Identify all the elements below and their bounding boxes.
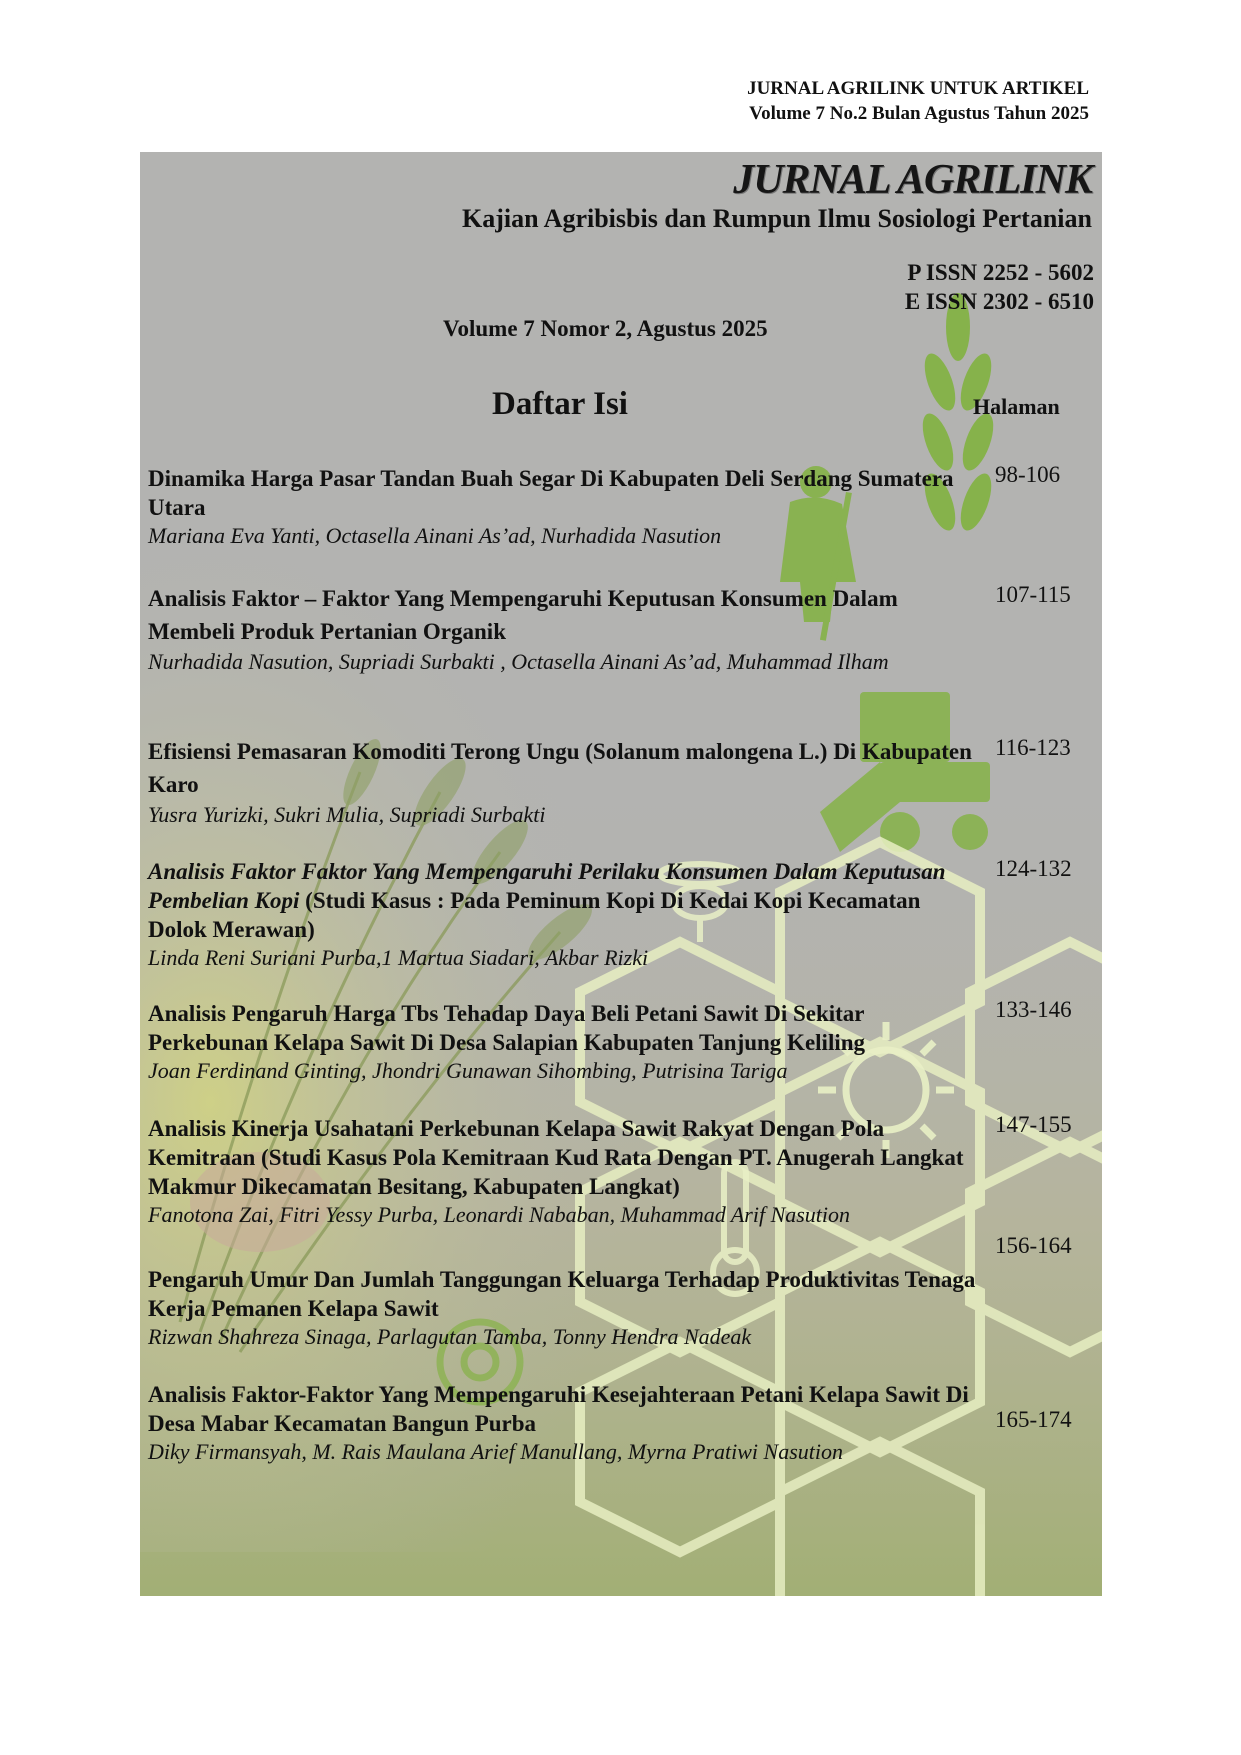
volume-line: Volume 7 Nomor 2, Agustus 2025 (443, 316, 768, 341)
toc-entry-pages: 147-155 (995, 1112, 1072, 1137)
toc-entry-title-italic: Analisis Faktor Faktor Yang Mempengaruhi Perilaku Konsumen Dalam Keputusan Pembelian Kopi (148, 859, 946, 913)
toc-entry[interactable] (148, 1114, 980, 1229)
toc-entry-authors: Nurhadida Nasution, Supriadi Surbakti , Octasella Ainani As’ad, Muhammad Ilham (148, 649, 889, 674)
toc-entry-title[interactable]: Dinamika Harga Pasar Tandan Buah Segar Di Kabupaten Deli Serdang Sumatera Utara (148, 466, 954, 520)
journal-subtitle: Kajian Agribisbis dan Rumpun Ilmu Sosiologi Pertanian (462, 204, 1092, 233)
e-issn: E ISSN 2302 - 6510 (904, 289, 1094, 314)
toc-entry[interactable] (148, 1265, 980, 1351)
toc-entry[interactable] (148, 1380, 980, 1466)
toc-entry[interactable] (148, 582, 980, 676)
toc-entry[interactable] (148, 857, 980, 972)
toc-entry-title[interactable]: Analisis Kinerja Usahatani Perkebunan Kelapa Sawit Rakyat Dengan Pola Kemitraan (Studi Kasus Pola Kemitraan Kud Rata Dengan PT. Anugerah Langkat Makmur Dikecamatan Besitang, Kabupaten Langkat) (148, 1116, 964, 1199)
toc-entry-title[interactable]: Analisis Faktor-Faktor Yang Mempengaruhi Kesejahteraan Petani Kelapa Sawit Di Desa Mabar Kecamatan Bangun Purba (148, 1382, 969, 1436)
toc-heading: Daftar Isi (492, 386, 628, 422)
running-head-issue: Volume 7 No.2 Bulan Agustus Tahun 2025 (749, 103, 1089, 124)
toc-entry-title[interactable]: Analisis Faktor – Faktor Yang Mempengaruhi Keputusan Konsumen Dalam Membeli Produk Pertanian Organik (148, 586, 898, 644)
toc-entry-pages: 133-146 (995, 997, 1072, 1022)
running-head (747, 76, 1089, 126)
cover-content (140, 152, 1102, 1596)
toc-entry-pages: 116-123 (995, 735, 1071, 760)
toc-entry-authors: Yusra Yurizki, Sukri Mulia, Supriadi Surbakti (148, 802, 546, 827)
toc-entry-pages: 156-164 (995, 1233, 1072, 1258)
toc-entry[interactable] (148, 999, 980, 1085)
toc-entry[interactable] (148, 464, 980, 550)
toc-entry-title-rest: (Studi Kasus : Pada Peminum Kopi Di Kedai Kopi Kecamatan Dolok Merawan) (148, 888, 921, 942)
page-column-heading: Halaman (973, 394, 1060, 419)
toc-entry-title[interactable]: Analisis Pengaruh Harga Tbs Tehadap Daya Beli Petani Sawit Di Sekitar Perkebunan Kelapa Sawit Di Desa Salapian Kabupaten Tanjung Keliling (148, 1001, 866, 1055)
toc-entry-pages: 107-115 (995, 582, 1071, 607)
toc-entry-authors: Fanotona Zai, Fitri Yessy Purba, Leonardi Nababan, Muhammad Arif Nasution (148, 1202, 851, 1227)
toc-entry-authors: Joan Ferdinand Ginting, Jhondri Gunawan Sihombing, Putrisina Tariga (148, 1058, 788, 1083)
toc-entry-pages: 165-174 (995, 1407, 1072, 1432)
toc-entry[interactable] (148, 735, 980, 829)
p-issn: P ISSN 2252 - 5602 (907, 260, 1094, 285)
toc-entry-authors: Linda Reni Suriani Purba,1 Martua Siadari, Akbar Rizki (148, 945, 649, 970)
toc-entry-authors: Diky Firmansyah, M. Rais Maulana Arief Manullang, Myrna Pratiwi Nasution (148, 1439, 843, 1464)
cover (140, 152, 1102, 1596)
toc-entry-authors: Rizwan Shahreza Sinaga, Parlagutan Tamba, Tonny Hendra Nadeak (148, 1324, 752, 1349)
toc-entry-title[interactable]: Pengaruh Umur Dan Jumlah Tanggungan Keluarga Terhadap Produktivitas Tenaga Kerja Pemanen Kelapa Sawit (148, 1267, 976, 1321)
journal-title: JURNAL AGRILINK (733, 157, 1092, 203)
toc-entry-title[interactable]: Efisiensi Pemasaran Komoditi Terong Ungu (Solanum malongena L.) Di Kabupaten Karo (148, 739, 972, 797)
running-head-journal: JURNAL AGRILINK UNTUK ARTIKEL (747, 78, 1089, 99)
toc-entry-title[interactable] (148, 857, 980, 944)
toc-entry-pages: 98-106 (995, 462, 1061, 487)
toc-entry-authors: Mariana Eva Yanti, Octasella Ainani As’ad, Nurhadida Nasution (148, 523, 722, 548)
toc-entry-pages: 124-132 (995, 856, 1072, 881)
issn-block (905, 258, 1094, 316)
